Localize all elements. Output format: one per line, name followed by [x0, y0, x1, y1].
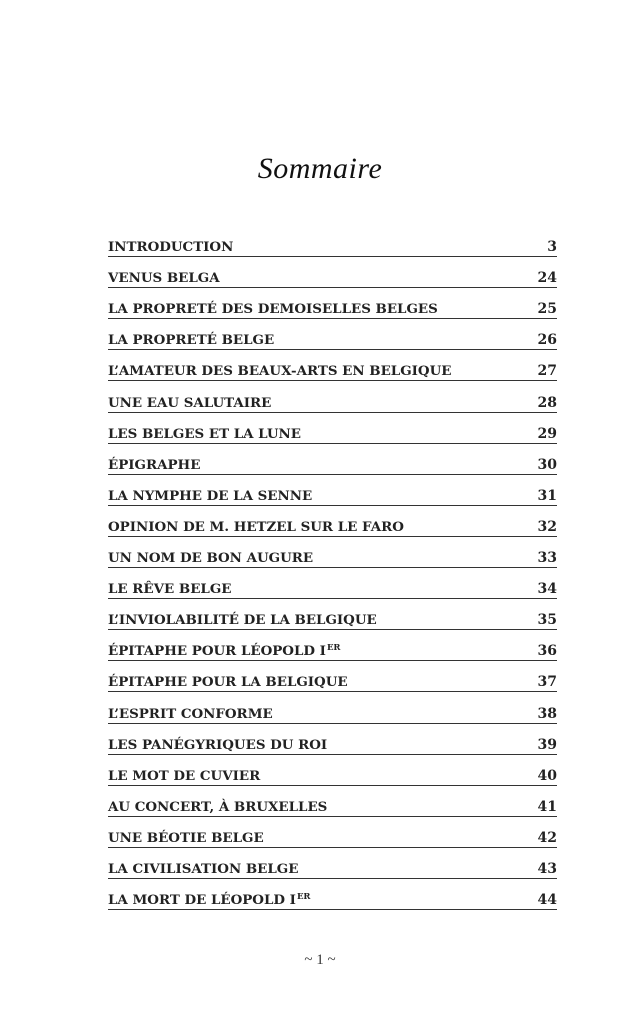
toc-entry[interactable] [108, 692, 557, 723]
toc-entry-title [108, 639, 340, 660]
page-title: Sommaire [257, 152, 383, 185]
toc-entry-title-text: LA CIVILISATION BELGE [108, 860, 299, 877]
toc-entry[interactable] [108, 661, 557, 692]
toc-entry-page: 32 [537, 518, 557, 535]
toc-entry-superscript: ER [326, 643, 341, 654]
toc-entry-title [108, 549, 313, 567]
toc-entry-page: 40 [537, 767, 557, 784]
toc-entry-page: 28 [537, 394, 557, 411]
toc-entry-title [108, 860, 298, 878]
toc-entry-title [108, 767, 260, 785]
toc-entry[interactable] [108, 599, 557, 630]
toc-entry-title-text: INTRODUCTION [108, 239, 234, 256]
toc-entry-title-text: L’ESPRIT CONFORME [108, 705, 273, 722]
toc-entry-page: 29 [537, 425, 557, 442]
page-number: ~ 1 ~ [304, 952, 336, 968]
toc-entry-title [108, 518, 404, 536]
toc-entry-title-text: LE MOT DE CUVIER [108, 767, 261, 784]
toc-entry-page: 25 [537, 301, 557, 318]
toc-entry-page: 41 [537, 798, 557, 815]
toc-entry[interactable] [108, 724, 557, 755]
toc-entry-title [108, 736, 327, 754]
toc-entry[interactable] [108, 475, 557, 506]
toc-entry-title [108, 456, 200, 474]
toc-entry-title [108, 300, 438, 318]
toc-entry-title-text: ÉPITAPHE POUR LÉOPOLD I [108, 643, 326, 660]
table-of-contents [108, 226, 557, 910]
toc-entry-title-text: AU CONCERT, À BRUXELLES [108, 798, 328, 815]
toc-entry[interactable] [108, 413, 557, 444]
toc-entry[interactable] [108, 568, 557, 599]
toc-entry[interactable] [108, 257, 557, 288]
toc-entry-page: 24 [537, 270, 557, 287]
toc-entry[interactable] [108, 848, 557, 879]
toc-entry-page: 27 [537, 363, 557, 380]
toc-entry[interactable] [108, 817, 557, 848]
toc-entry-page: 34 [537, 581, 557, 598]
toc-entry[interactable] [108, 381, 557, 412]
toc-entry-title-text: LA PROPRETÉ BELGE [108, 332, 275, 349]
toc-entry-title-text: ÉPIGRAPHE [108, 456, 201, 473]
toc-entry-page: 37 [537, 674, 557, 691]
toc-entry-page: 35 [537, 612, 557, 629]
toc-entry-title [108, 269, 220, 287]
toc-entry-page: 26 [537, 332, 557, 349]
toc-entry[interactable] [108, 444, 557, 475]
toc-entry-title [108, 238, 233, 256]
toc-entry-title [108, 611, 377, 629]
toc-entry-title-text: LES BELGES ET LA LUNE [108, 425, 301, 442]
toc-entry-page: 30 [537, 456, 557, 473]
toc-entry-title-text: UN NOM DE BON AUGURE [108, 550, 314, 567]
toc-entry-page: 39 [537, 736, 557, 753]
toc-entry-title-text: UNE EAU SALUTAIRE [108, 394, 272, 411]
toc-entry[interactable] [108, 537, 557, 568]
toc-entry-title-text: ÉPITAPHE POUR LA BELGIQUE [108, 674, 348, 691]
toc-entry[interactable] [108, 288, 557, 319]
toc-entry-title-text: L’AMATEUR DES BEAUX-ARTS EN BELGIQUE [108, 363, 452, 380]
toc-entry-title [108, 425, 301, 443]
toc-entry-title [108, 829, 264, 847]
toc-entry-page: 38 [537, 705, 557, 722]
toc-entry-title-text: OPINION DE M. HETZEL SUR LE FARO [108, 518, 404, 535]
toc-entry-page: 33 [537, 550, 557, 567]
toc-entry-title [108, 705, 273, 723]
toc-entry[interactable] [108, 319, 557, 350]
toc-entry-title [108, 888, 310, 909]
toc-entry-title [108, 394, 271, 412]
toc-entry-title-text: LE RÊVE BELGE [108, 581, 232, 598]
toc-entry-page: 3 [547, 239, 557, 256]
toc-entry-title-text: LA MORT DE LÉOPOLD I [108, 892, 296, 909]
toc-entry-superscript: ER [296, 892, 311, 903]
toc-entry[interactable] [108, 226, 557, 257]
toc-entry-page: 44 [537, 892, 557, 909]
toc-entry[interactable] [108, 506, 557, 537]
toc-entry-title [108, 362, 451, 380]
toc-entry-title-text: VENUS BELGA [108, 270, 220, 287]
toc-entry-title-text: L’INVIOLABILITÉ DE LA BELGIQUE [108, 612, 377, 629]
toc-entry[interactable] [108, 786, 557, 817]
toc-entry-page: 42 [537, 829, 557, 846]
toc-entry[interactable] [108, 630, 557, 661]
toc-entry[interactable] [108, 879, 557, 910]
toc-entry[interactable] [108, 755, 557, 786]
toc-entry-page: 36 [537, 643, 557, 660]
toc-entry[interactable] [108, 350, 557, 381]
toc-entry-title [108, 673, 348, 691]
toc-entry-title-text: LA NYMPHE DE LA SENNE [108, 487, 313, 504]
toc-entry-page: 31 [537, 487, 557, 504]
toc-entry-title-text: LES PANÉGYRIQUES DU ROI [108, 736, 328, 753]
toc-entry-title-text: UNE BÉOTIE BELGE [108, 829, 264, 846]
toc-entry-title [108, 487, 312, 505]
toc-entry-page: 43 [537, 860, 557, 877]
toc-entry-title [108, 798, 327, 816]
toc-entry-title-text: LA PROPRETÉ DES DEMOISELLES BELGES [108, 301, 438, 318]
toc-entry-title [108, 331, 274, 349]
toc-entry-title [108, 580, 231, 598]
